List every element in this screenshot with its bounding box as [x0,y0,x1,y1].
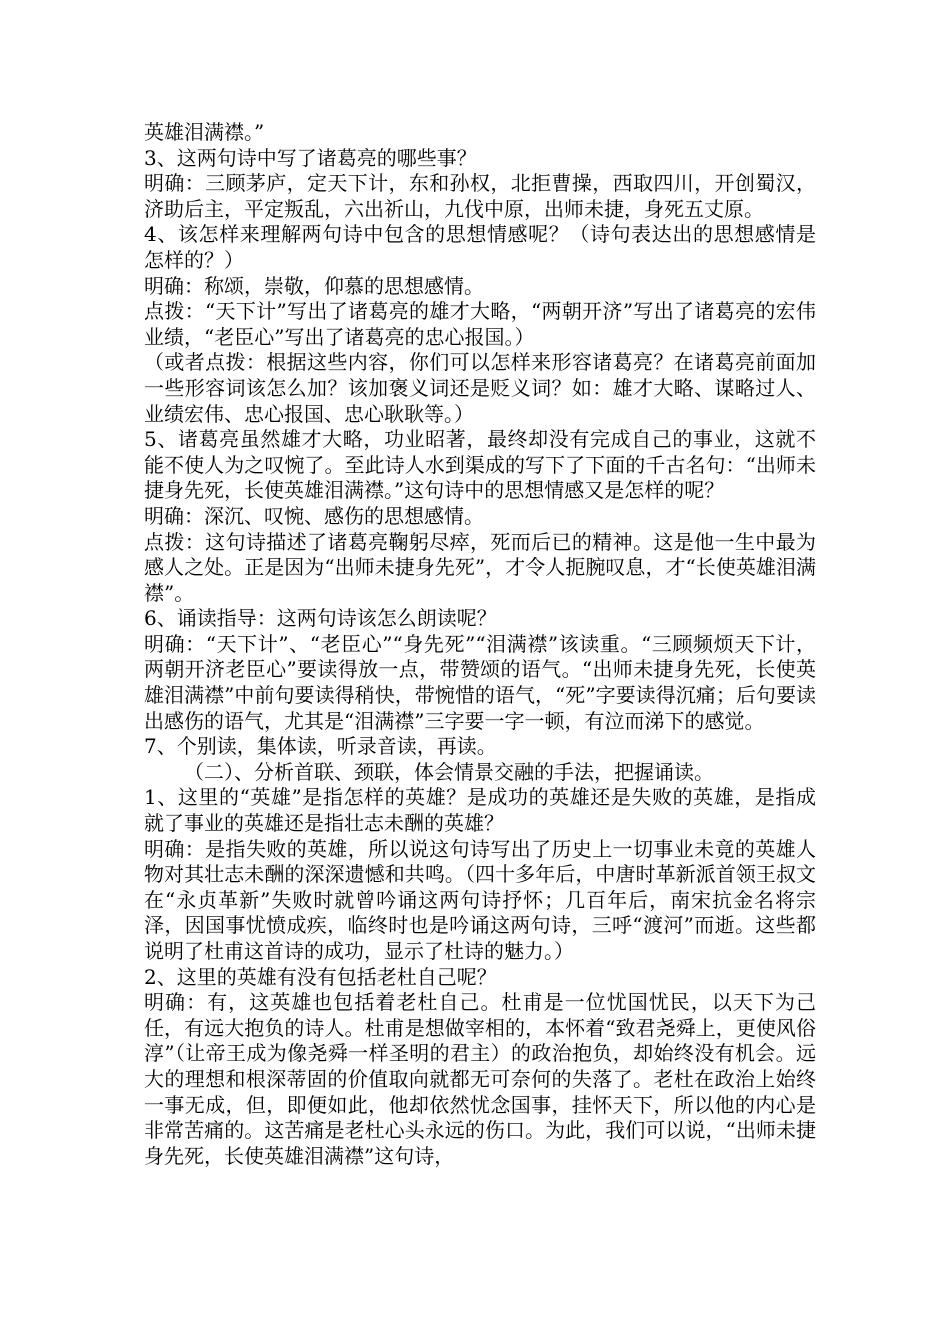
section-heading: （二）、分析首联、颈联，体会情景交融的手法，把握诵读。 [184,759,714,784]
question-5: 5、诸葛亮虽然雄才大略，功业昭著，最终却没有完成自己的事业，这就不能不使人为之叹惋了。至此诗人水到渠成的写下了下面的千古名句：“出师未捷身先死，长使英雄泪满襟。”这句诗中的思想情感又是怎样的呢？ [144,427,816,503]
answer-6: 明确：“天下计”、“老臣心”“身先死”“泪满襟”该读重。“三顾频烦天下计，两朝开济老臣心”要读得放一点，带赞颂的语气。“出师未捷身先死，长使英雄泪满襟”中前句要读得稍快，带惋惜的语气，“死”字要读得沉痛；后句要读出感伤的语气，尤其是“泪满襟”三字要一字一顿，有泣而涕下的感觉。 [144,631,816,733]
question-1: 1、这里的“英雄”是指怎样的英雄？是成功的英雄还是失败的英雄，是指成就了事业的英雄还是指壮志未酬的英雄？ [144,785,816,836]
document-body [144,120,816,1169]
answer-5: 明确：深沉、叹惋、感伤的思想感情。 [144,503,484,528]
answer-3: 明确：三顾茅庐，定天下计，东和孙权，北拒曹操，西取四川，开创蜀汉，济助后主，平定叛乱，六出祈山，九伐中原，出师未捷，身死五丈原。 [144,171,816,221]
answer-2: 明确：有，这英雄也包括着老杜自己。杜甫是一位忧国忧民，以天下为己任，有远大抱负的诗人。杜甫是想做宰相的，本怀着“致君尧舜上，更使风俗淳”（让帝王成为像尧舜一样圣明的君主）的政治抱负，却始终没有机会。远大的理想和根深蒂固的价值取向就都无可奈何的失落了。老杜在政治上始终一事无成，但，即便如此，他却依然忧念国事，挂怀天下，所以他的内心是非常苦痛的。这苦痛是老杜心头永远的伤口。为此，我们可以说，“出师未捷身先死，长使英雄泪满襟”这句诗， [144,990,816,1168]
hint-5: 点拨：这句诗描述了诸葛亮鞠躬尽瘁，死而后已的精神。这是他一生中最为感人之处。正是因为“出师未捷身先死”，才令人扼腕叹息，才“长使英雄泪满襟”。 [144,529,816,605]
step-7: 7、个别读，集体读，听录音读，再读。 [144,734,497,759]
question-3: 3、这两句诗中写了诸葛亮的哪些事？ [144,145,477,170]
answer-4: 明确：称颂，崇敬，仰慕的思想感情。 [144,273,484,298]
question-4: 4、该怎样来理解两句诗中包含的思想情感呢？（诗句表达出的思想感情是怎样的？） [144,222,816,272]
answer-1: 明确：是指失败的英雄，所以说这句诗写出了历史上一切事业未竟的英雄人物对其壮志未酬的深深遗憾和共鸣。（四十多年后，中唐时革新派首领王叔文在“永贞革新”失败时就曾吟诵这两句诗抒怀；几百年后，南宋抗金名将宗泽，因国事忧愤成疾，临终时也是吟诵这两句诗，三呼“渡河”而逝。这些都说明了杜甫这首诗的成功，显示了杜诗的魅力。） [144,836,816,963]
question-6: 6、诵读指导：这两句诗该怎么朗读呢？ [144,606,497,631]
hint-4-alt: （或者点拨：根据这些内容，你们可以怎样来形容诸葛亮？在诸葛亮前面加一些形容词该怎么加？该加褒义词还是贬义词？如：雄才大略、谋略过人、业绩宏伟、忠心报国、忠心耿耿等。） [144,350,816,426]
hint-4: 点拨：“天下计”写出了诸葛亮的雄才大略，“两朝开济”写出了诸葛亮的宏伟业绩，“老臣心”写出了诸葛亮的忠心报国。） [144,299,816,349]
paragraph: 英雄泪满襟。” [144,120,265,144]
question-2: 2、这里的英雄有没有包括老杜自己呢？ [144,964,497,989]
